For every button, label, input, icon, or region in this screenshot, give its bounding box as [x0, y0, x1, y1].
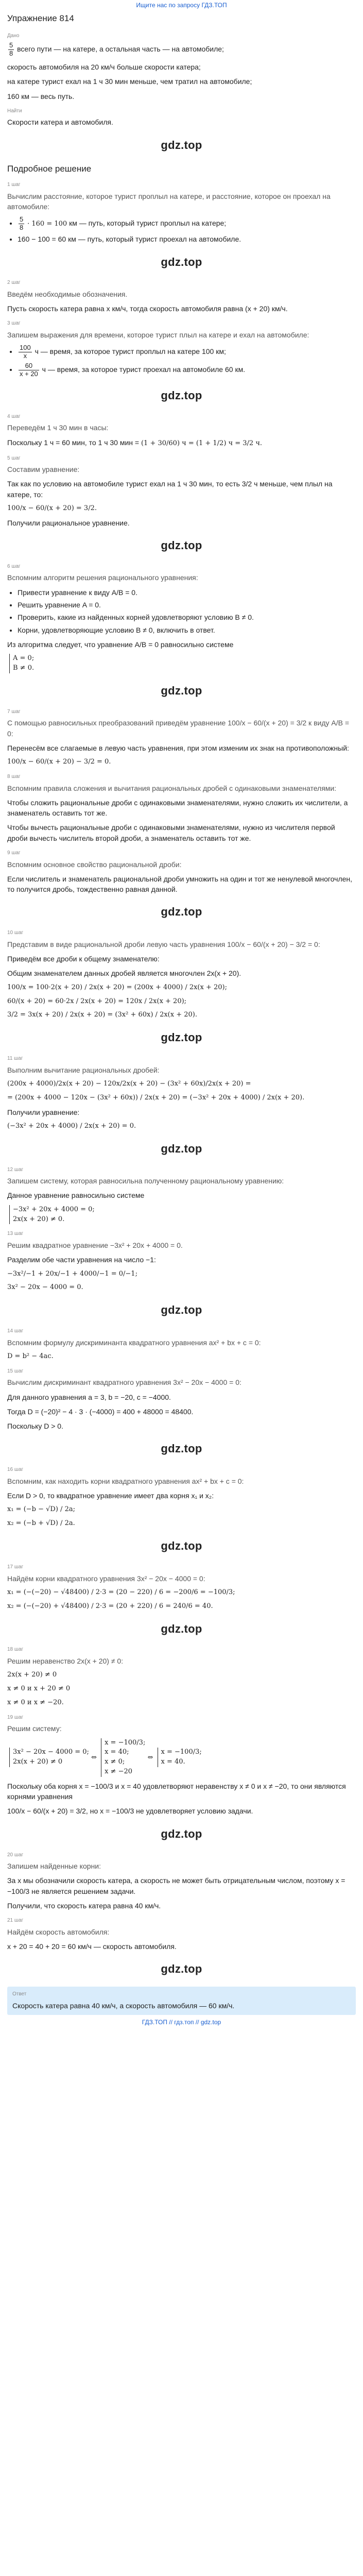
system: −3x² + 20x + 4000 = 0; 2x(x + 20) ≠ 0.: [9, 1205, 95, 1225]
watermark: gdz.top: [161, 1962, 202, 1976]
step-9: 9 шаг Вспомним основное свойство рациональной дроби: Если числитель и знаменатель рациональной дроби умножить на один и тот же ненулевой многочлен, то получится дробь, тождественно равная данной.: [7, 850, 353, 894]
step-13: 13 шаг Решим квадратное уравнение −3x² + 20x + 4000 = 0. Разделим обе части уравнения на число −1: −3x²/−1 + 20x/−1 + 4000/−1 = 0/−1; 3x² − 20x − 4000 = 0.: [7, 1231, 183, 1292]
top-search-link[interactable]: Ищите нас по запросу ГДЗ.ТОП: [136, 2, 227, 9]
step-19: 19 шаг Решим систему: 3x² − 20x − 4000 = 0; 2x(x + 20) ≠ 0 ⇔ x = −100/3; x = 40; x ≠ 0; x ≠ −20 ⇔ x = −100/3; x = 40. Поскольку оба корня x = −100/3 и x = 40 удовлетворяют неравенству x ≠ 0 и x ≠ −20, то они являются корнями уравнения 100/x − 60/(x + 20) = 3/2, но x = −100/3 не удовлетворяет условию задачи.: [7, 1714, 356, 1817]
solution-page: [0, 12, 363, 2027]
solution-heading: Подробное решение: [7, 163, 92, 174]
step-1: 1 шаг Вычислим расстояние, которое турист проплыл на катере, и расстояние, которое он проехал на автомобиле: • $\frac{5}{8}$ · 160 = 100 км — путь, который турист проплыл на катере; • 160 − 100 = 60 км — путь, который турист проехал на автомобиле.: [7, 181, 356, 244]
watermark: gdz.top: [161, 138, 202, 151]
watermark: gdz.top: [161, 255, 202, 268]
watermark: gdz.top: [161, 1622, 202, 1635]
step-5: 5 шаг Составим уравнение: Так как по условию на автомобиле турист ехал на 1 ч 30 мин, то есть 3/2 ч меньше, чем плыл на катере, то: 100/x − 60/(x + 20) = 3/2. Получили рациональное уравнение.: [7, 455, 356, 529]
watermark: gdz.top: [161, 1442, 202, 1455]
find-text: Скорости катера и автомобиля.: [7, 118, 113, 127]
answer-tag: Ответ: [12, 1991, 27, 1997]
watermark: gdz.top: [161, 389, 202, 402]
watermark: gdz.top: [161, 1303, 202, 1317]
watermark: gdz.top: [161, 905, 202, 919]
step-21: 21 шаг Найдём скорость автомобиля: x + 20 = 40 + 20 = 60 км/ч — скорость автомобиля.: [7, 1918, 177, 1951]
find-tag: Найти: [7, 108, 22, 114]
watermark: gdz.top: [161, 1539, 202, 1553]
step-3-item-1: • $\frac{100}{x}$ ч — время, за которое турист проплыл на катере 100 км;: [18, 344, 356, 360]
step-10: 10 шаг Представим в виде рациональной дроби левую часть уравнения 100/x − 60/(x + 20) − 3/2 = 0: Приведём все дроби к общему знаменателю: Общим знаменателем данных дробей является многочлен 2x(x + 20). 100/x = 100·2(x + 20) / 2x(x + 20) = (200x + 4000) / 2x(x + 20); 60/(x + 20) = 60·2x / 2x(x + 20) = 120x / 2x(x + 20); 3/2 = 3x(x + 20) / 2x(x + 20) = (3x² + 60x) / 2x(x + 20).: [7, 930, 320, 1019]
answer-text: Скорость катера равна 40 км/ч, а скорость автомобиля — 60 км/ч.: [12, 2001, 235, 2010]
given-line-1: $\frac{5}{8}$ всего пути — на катере, а остальная часть — на автомобиле;: [9, 41, 224, 58]
watermark: gdz.top: [161, 1031, 202, 1044]
step-3: 3 шаг Запишем выражения для времени, которое турист плыл на катере и ехал на автомобиле: • $\frac{100}{x}$ ч — время, за которое турист проплыл на катере 100 км; • $\frac{60}{x + 20}$ ч — время, за которое турист проехал на автомобиле 60 км.: [7, 320, 356, 378]
equation: 100/x − 60/(x + 20) = 3/2.: [7, 504, 97, 512]
step-7: 7 шаг С помощью равносильных преобразований приведём уравнение 100/x − 60/(x + 20) = 3/2 к виду A/B = 0: Перенесём все слагаемые в левую часть уравнения, при этом изменим их знак на противоположный: 100/x − 60/(x + 20) − 3/2 = 0.: [7, 708, 350, 766]
step-1-item-2: • 160 − 100 = 60 км — путь, который турист проехал на автомобиле.: [18, 234, 356, 244]
watermark: gdz.top: [161, 539, 202, 552]
step-18: 18 шаг Решим неравенство 2x(x + 20) ≠ 0: 2x(x + 20) ≠ 0 x ≠ 0 и x + 20 ≠ 0 x ≠ 0 и x ≠ −20.: [7, 1647, 124, 1706]
step-8: 8 шаг Вспомним правила сложения и вычитания рациональных дробей с одинаковыми знаменателями: Чтобы сложить рациональные дроби с одинаковыми знаменателями, нужно сложить их числители, а знаменатель оставить тот же. Чтобы вычесть рациональные дроби с одинаковыми знаменателями, нужно из числителя первой дроби вычесть числитель второй дроби, а знаменатель оставить тот же.: [7, 774, 348, 842]
watermark: gdz.top: [161, 1827, 202, 1840]
step-11: 11 шаг Выполним вычитание рациональных дробей: (200x + 4000)/2x(x + 20) − 120x/2x(x + 20) − (3x² + 60x)/2x(x + 20) = = (200x + 4000 − 120x − (3x² + 60x)) / 2x(x + 20) = (−3x² + 20x + 4000) / 2x(x + 20). Получили уравнение: (−3x² + 20x + 4000) / 2x(x + 20) = 0.: [7, 1056, 305, 1130]
step-15: 15 шаг Вычислим дискриминант квадратного уравнения 3x² − 20x − 4000 = 0: Для данного уравнения a = 3, b = −20, c = −4000. Тогда D = (−20)² − 4 · 3 · (−4000) = 400 + 48000 = 48400. Поскольку D > 0.: [7, 1368, 241, 1431]
step-14: 14 шаг Вспомним формулу дискриминанта квадратного уравнения ax² + bx + c = 0: D = b² − 4ac.: [7, 1328, 261, 1360]
answer-box: [7, 1987, 356, 2015]
step-16: 16 шаг Вспомним, как находить корни квадратного уравнения ax² + bx + c = 0: Если D > 0, то квадратное уравнение имеет два корня x₁ и x₂: x₁ = (−b − √D) / 2a; x₂ = (−b + √D) / 2a.: [7, 1467, 244, 1528]
step-1-item-1: • $\frac{5}{8}$ · 160 = 100 км — путь, который турист проплыл на катере;: [18, 216, 356, 232]
given-line-2: скорость автомобиля на 20 км/ч больше скорости катера;: [7, 63, 201, 72]
bottom-links[interactable]: ГДЗ.ТОП // гдз.топ // gdz.top: [142, 2019, 221, 2026]
step-20: 20 шаг Запишем найденные корни: За x мы обозначили скорость катера, а скорость не может быть отрицательным числом, поэтому x = −100/3 не является решением задачи. Получили, что скорость катера равна 40 км/ч.: [7, 1852, 345, 1910]
step-2: 2 шаг Введём необходимые обозначения. Пусть скорость катера равна x км/ч, тогда скорость автомобиля равна (x + 20) км/ч.: [7, 280, 288, 313]
watermark: gdz.top: [161, 1142, 202, 1155]
watermark: gdz.top: [161, 684, 202, 697]
given-line-3: на катере турист ехал на 1 ч 30 мин меньше, чем тратил на автомобиле;: [7, 77, 252, 86]
given-line-4: 160 км — весь путь.: [7, 92, 75, 100]
step-4: 4 шаг Переведём 1 ч 30 мин в часы: Поскольку 1 ч = 60 мин, то 1 ч 30 мин = (1 + 30/60) ч = (1 + 1/2) ч = 3/2 ч.: [7, 413, 263, 447]
step-12: 12 шаг Запишем систему, которая равносильна полученному рациональному уравнению: Данное уравнение равносильно системе −3x² + 20x + 4000 = 0; 2x(x + 20) ≠ 0.: [7, 1166, 356, 1225]
page-title: Упражнение 814: [7, 13, 74, 23]
system-chain: 3x² − 20x − 4000 = 0; 2x(x + 20) ≠ 0 ⇔ x = −100/3; x = 40; x ≠ 0; x ≠ −20 ⇔ x = −100/3; x = 40.: [7, 1738, 356, 1777]
step-17: 17 шаг Найдём корни квадратного уравнения 3x² − 20x − 4000 = 0: x₁ = (−(−20) − √48400) / 2·3 = (20 − 220) / 6 = −200/6 = −100/3; x₂ = (−(−20) + √48400) / 2·3 = (20 + 220) / 6 = 240/6 = 40.: [7, 1564, 235, 1610]
fraction: $\frac{5}{8}$: [9, 41, 13, 58]
step-6: 6 шаг Вспомним алгоритм решения рационального уравнения: • Привести уравнение к виду A/B = 0. • Решить уравнение A = 0. • Проверить, какие из найденных корней удовлетворяют условию B ≠ 0. • Корни, удовлетворяющие условию B ≠ 0, включить в ответ. Из алгоритма следует, что уравнение A/B = 0 равносильно системе A = 0; B ≠ 0.: [7, 563, 356, 673]
system: A = 0; B ≠ 0.: [9, 654, 34, 673]
step-3-item-2: • $\frac{60}{x + 20}$ ч — время, за которое турист проехал на автомобиле 60 км.: [18, 362, 356, 378]
given-tag: Дано: [7, 32, 20, 39]
